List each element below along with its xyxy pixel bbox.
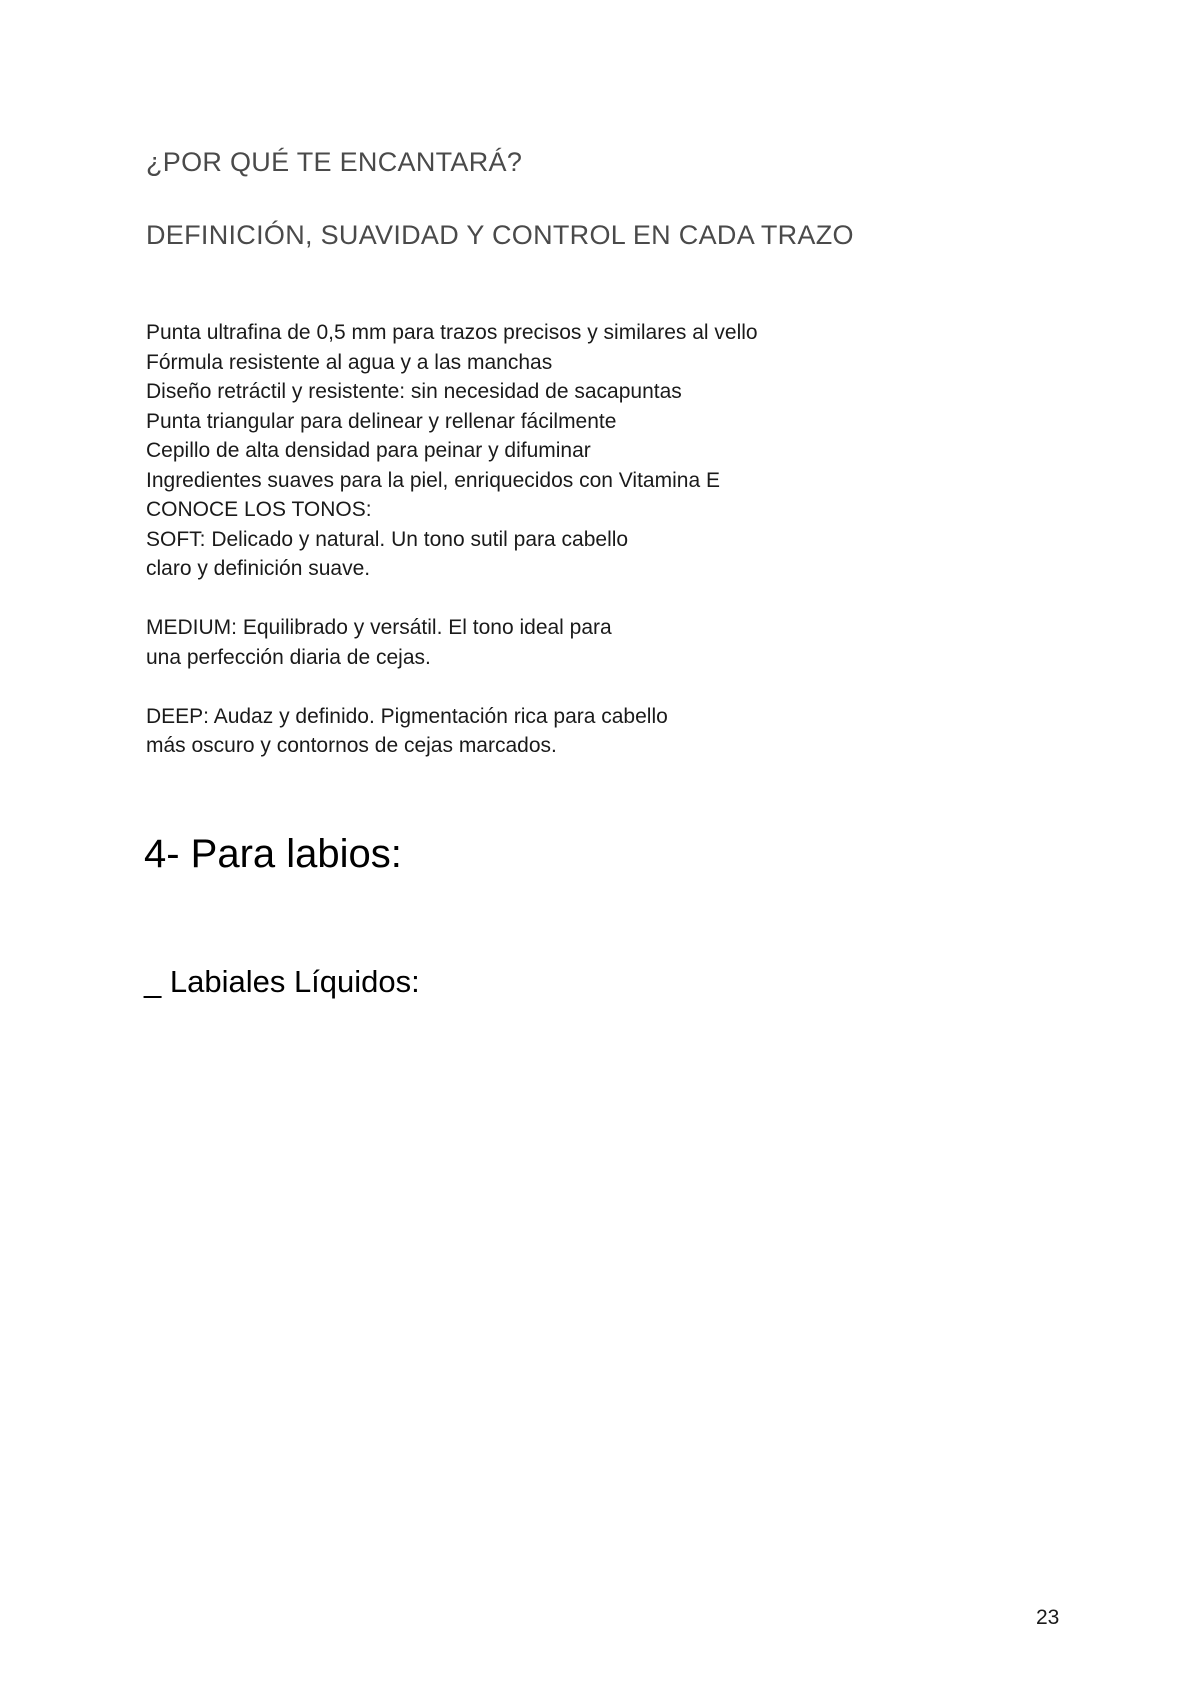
tones-heading: CONOCE LOS TONOS: [146, 498, 372, 521]
tone-deep-line-1: DEEP: Audaz y definido. Pigmentación rica para cabello [146, 704, 668, 728]
feature-line: Fórmula resistente al agua y a las manchas [146, 350, 553, 374]
paragraph-gap [146, 584, 758, 614]
tone-soft-line-2: claro y definición suave. [146, 557, 371, 580]
section-title: 4- Para labios: [144, 832, 402, 876]
subsection-title: _ Labiales Líquidos: [144, 964, 420, 999]
feature-line: Punta ultrafina de 0,5 mm para trazos precisos y similares al vello [146, 321, 758, 344]
tone-deep-line-2: más oscuro y contornos de cejas marcados. [146, 734, 557, 757]
feature-line: Ingredientes suaves para la piel, enriquecidos con Vitamina E [146, 468, 720, 492]
tagline-heading: DEFINICIÓN, SUAVIDAD Y CONTROL EN CADA TRAZO [146, 220, 854, 250]
page-number: 23 [1036, 1606, 1060, 1629]
feature-line: Cepillo de alta densidad para peinar y difuminar [146, 439, 591, 462]
product-description [146, 318, 758, 761]
paragraph-gap [146, 672, 758, 702]
feature-line: Punta triangular para delinear y rellenar fácilmente [146, 409, 617, 433]
tone-soft-line-1: SOFT: Delicado y natural. Un tono sutil para cabello [146, 527, 629, 551]
feature-line: Diseño retráctil y resistente: sin necesidad de sacapuntas [146, 380, 682, 403]
why-you-will-love-it-heading: ¿POR QUÉ TE ENCANTARÁ? [146, 147, 523, 177]
tone-medium-line-1: MEDIUM: Equilibrado y versátil. El tono ideal para [146, 616, 612, 639]
tone-medium-line-2: una perfección diaria de cejas. [146, 645, 431, 669]
